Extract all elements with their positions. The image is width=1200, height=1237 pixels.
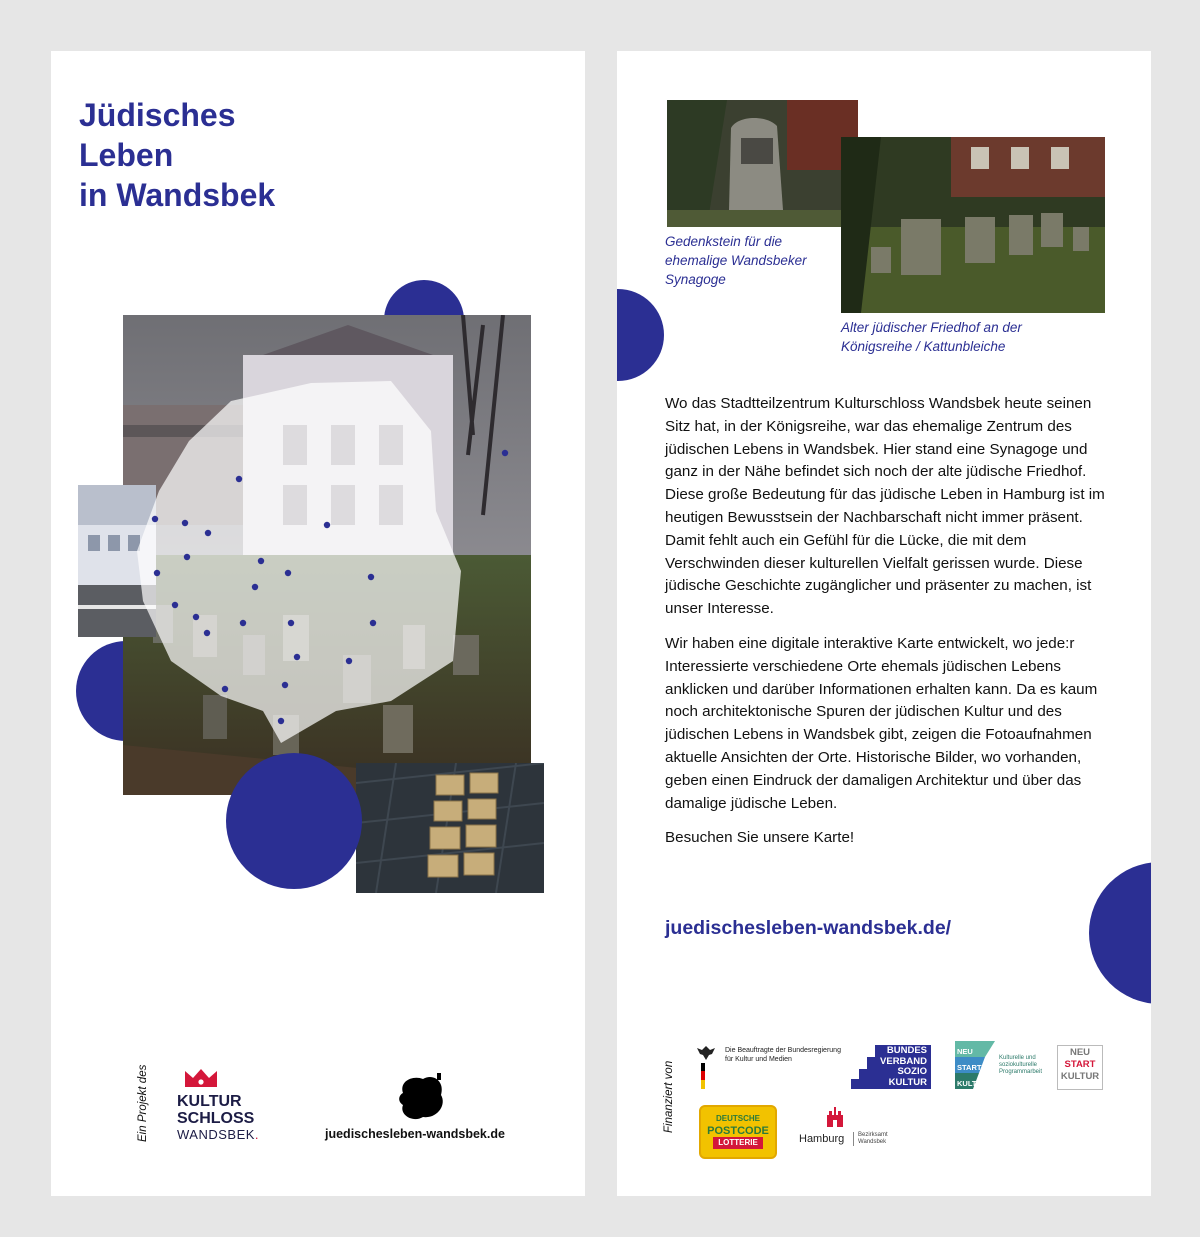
decor-circle-back-right bbox=[1089, 862, 1151, 1004]
neustart2-line-2: START bbox=[1064, 1059, 1096, 1070]
caption-gedenkstein-line-3: Synagoge bbox=[665, 272, 726, 287]
caption-friedhof bbox=[841, 318, 1022, 356]
caption-gedenkstein bbox=[665, 232, 807, 289]
postcode-line-3: LOTTERIE bbox=[713, 1137, 763, 1149]
hamburg-office-2: Wandsbek bbox=[858, 1139, 887, 1145]
kulturschloss-logo: KULTUR SCHLOSS WANDSBEK. bbox=[177, 1067, 287, 1142]
photo-friedhof bbox=[841, 137, 1105, 313]
ink-blot-icon bbox=[393, 1069, 449, 1125]
website-logo[interactable] bbox=[325, 1069, 525, 1141]
soziokultur-line-4: KULTUR bbox=[888, 1076, 927, 1088]
kulturschloss-line-2: SCHLOSS bbox=[177, 1110, 255, 1127]
paragraph-1: Wo das Stadtteilzentrum Kulturschloss Wandsbek heute seinen Sitz hat, in der Königsreihe, war das ehemalige Zentrum des jüdischen Lebens in Wandsbek. Hier stand eine Synagoge und ganz in der Nähe befindet sich noch der alte jüdische Friedhof. Diese große Bedeutung für das jüdische Leben in Hamburg ist im heutigen Bewusstsein der Nachbarschaft nicht immer präsent. Damit fehlt auch ein Gefühl für die Lücke, die mit dem Verschwinden dieser kulturellen Vielfalt gerissen wurde. Diese jüdische Geschichte zugänglicher und präsenter zu machen, ist unser Interesse. bbox=[665, 395, 1105, 618]
caption-friedhof-line-2: Königsreihe / Kattunbleiche bbox=[841, 339, 1006, 354]
soziokultur-line-1: BUNDES bbox=[886, 1045, 927, 1056]
bkm-line-1: Die Beauftragte der Bundesregierung bbox=[725, 1047, 841, 1054]
project-label: Ein Projekt des bbox=[137, 1064, 149, 1142]
hamburg-office-1: Bezirksamt bbox=[858, 1132, 888, 1138]
neustart-logo-program bbox=[955, 1041, 1047, 1091]
paragraph-2: Wir haben eine digitale interaktive Karte entwickelt, wo jede:r Interessierte verschiedene Orte ehemals jüdischen Lebens anklicken und darüber Informationen erhalten kann. Da es kaum noch architektonische Spuren der jüdischen Kultur und des jüdischen Lebens in Wandsbek gibt, zeigen die Fotoaufnahmen aktuelle Ansichten der Orte. Historische Bilder, wo vorhanden, geben einen Eindruck der damaligen Architektur und über das damalige jüdische Leben. bbox=[665, 634, 1098, 812]
website-link[interactable]: juedischesleben-wandsbek.de/ bbox=[665, 917, 952, 939]
neustart1-text-2: soziokulturelle bbox=[999, 1062, 1038, 1068]
neustart2-line-1: NEU bbox=[1069, 1047, 1091, 1058]
bkm-line-2: für Kultur und Medien bbox=[725, 1055, 792, 1063]
postcode-line-2: POSTCODE bbox=[707, 1125, 769, 1137]
decor-circle-bottom bbox=[226, 753, 362, 889]
decor-circle-back-left bbox=[617, 289, 664, 381]
front-panel bbox=[51, 51, 585, 1196]
soziokultur-logo bbox=[851, 1045, 931, 1089]
kulturschloss-line-3: WANDSBEK bbox=[177, 1127, 255, 1142]
title-line-2: Leben bbox=[79, 137, 174, 173]
postcode-line-1: DEUTSCHE bbox=[715, 1114, 760, 1123]
neustart1-text-1: Kulturelle und bbox=[999, 1055, 1036, 1061]
neustart2-line-3: KULTUR bbox=[1060, 1071, 1100, 1082]
hamburg-logo bbox=[797, 1105, 907, 1151]
title-line-1: Jüdisches bbox=[79, 97, 236, 133]
hamburg-name: Hamburg bbox=[799, 1133, 845, 1145]
kulturschloss-line-1: KULTUR bbox=[177, 1093, 242, 1110]
back-panel bbox=[617, 51, 1151, 1196]
caption-friedhof-line-1: Alter jüdischer Friedhof an der bbox=[841, 320, 1022, 335]
neustart1-line-1: NEU bbox=[957, 1047, 973, 1056]
website-label: juedischesleben-wandsbek.de bbox=[325, 1127, 505, 1141]
caption-gedenkstein-line-2: ehemalige Wandsbeker bbox=[665, 253, 807, 268]
neustart-logo bbox=[1057, 1045, 1103, 1090]
photo-gedenkstein bbox=[667, 100, 858, 227]
paragraph-3: Besuchen Sie unsere Karte! bbox=[665, 829, 855, 847]
crown-icon bbox=[183, 1067, 219, 1089]
neustart1-line-3: KULTUR bbox=[957, 1079, 988, 1088]
federal-eagle-icon bbox=[695, 1045, 717, 1061]
map-overlay bbox=[131, 371, 531, 791]
body-text bbox=[665, 393, 1105, 862]
neustart1-line-2: START bbox=[957, 1063, 982, 1072]
neustart1-text-3: Programmarbeit bbox=[999, 1069, 1043, 1075]
page-title bbox=[79, 95, 275, 215]
postcode-lotterie-logo bbox=[699, 1105, 777, 1159]
soziokultur-line-2: VERBAND bbox=[880, 1055, 927, 1067]
hamburg-castle-icon bbox=[825, 1105, 845, 1127]
caption-gedenkstein-line-1: Gedenkstein für die bbox=[665, 234, 783, 249]
bkm-logo bbox=[695, 1045, 855, 1089]
funded-label: Finanziert von bbox=[663, 1060, 675, 1133]
title-line-3: in Wandsbek bbox=[79, 177, 276, 213]
soziokultur-line-3: SOZIO bbox=[897, 1066, 927, 1077]
